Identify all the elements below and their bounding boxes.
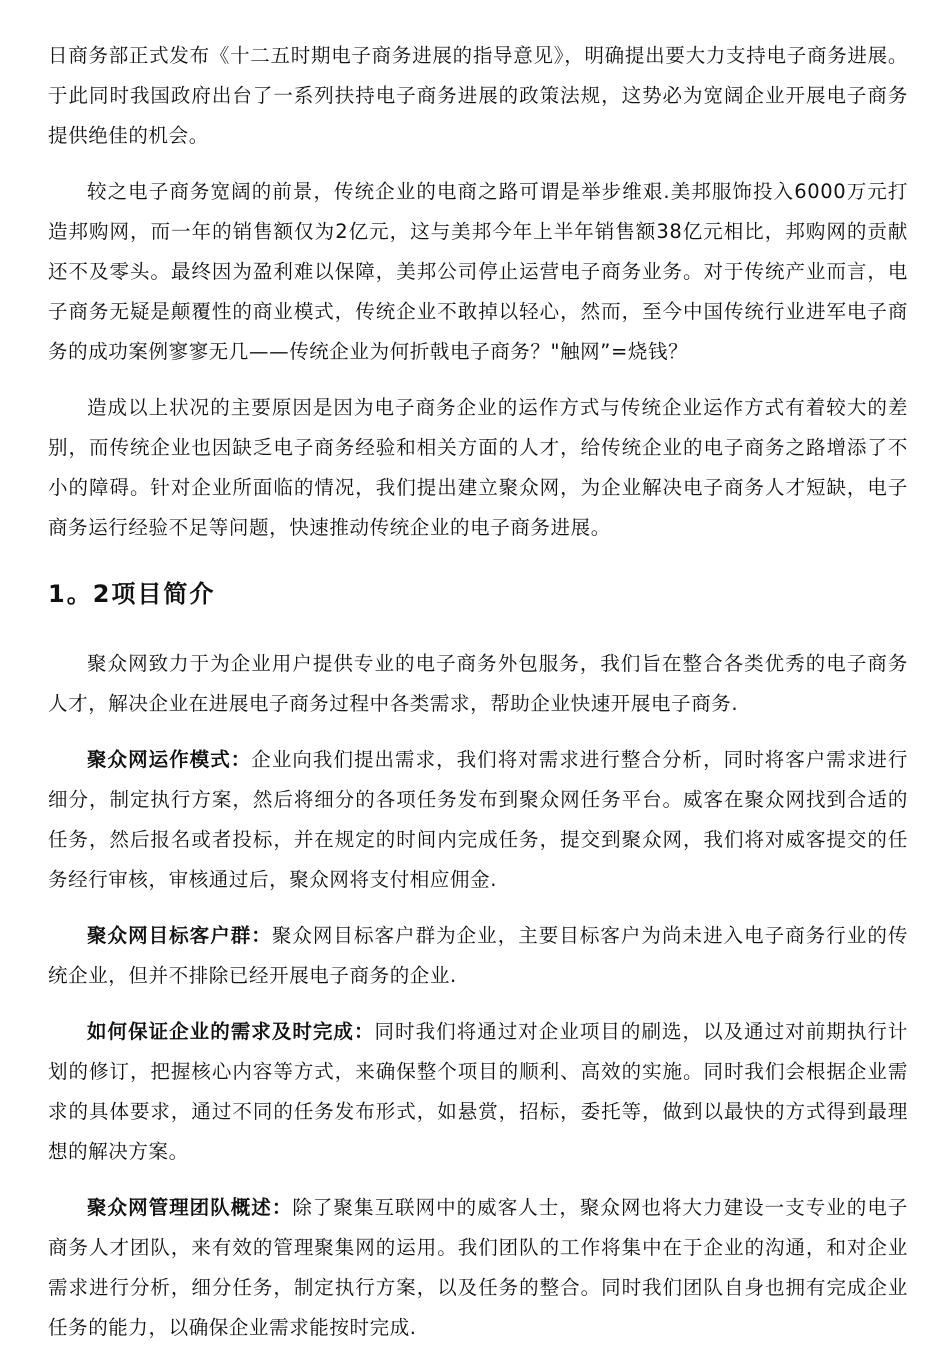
operation-mode-paragraph <box>48 740 908 900</box>
target-customers-lead: 聚众网目标客户群： <box>87 924 272 947</box>
timely-completion-text: 同时我们将通过对企业项目的刷选，以及通过对前期执行计划的修订，把握核心内容等方式，来确保整个项目的顺利、高效的实施。同时我们会根据企业需求的具体要求，通过不同的任务发布形式，如悬赏，招标，委托等，做到以最快的方式得到最理想的解决方案。 <box>48 1020 908 1163</box>
timely-completion-lead: 如何保证企业的需求及时完成： <box>87 1020 375 1043</box>
management-team-paragraph <box>48 1188 908 1348</box>
timely-completion-paragraph <box>48 1012 908 1172</box>
management-team-lead: 聚众网管理团队概述： <box>87 1196 293 1219</box>
target-customers-text: 聚众网目标客户群为企业，主要目标客户为尚未进入电子商务行业的传统企业，但并不排除已经开展电子商务的企业. <box>48 924 908 987</box>
intro-paragraph-3: 造成以上状况的主要原因是因为电子商务企业的运作方式与传统企业运作方式有着较大的差别，而传统企业也因缺乏电子商务经验和相关方面的人才，给传统企业的电子商务之路增添了不小的障碍。针对企业所面临的情况，我们提出建立聚众网，为企业解决电子商务人才短缺，电子商务运行经验不足等问题，快速推动传统企业的电子商务进展。 <box>48 396 908 539</box>
management-team-text: 除了聚集互联网中的威客人士，聚众网也将大力建设一支专业的电子商务人才团队，来有效的管理聚集网的运用。我们团队的工作将集中在于企业的沟通，和对企业需求进行分析，细分任务，制定执行方案，以及任务的整合。同时我们团队自身也拥有完成企业任务的能力，以确保企业需求能按时完成. <box>48 1196 908 1339</box>
section-heading: 1。2项目简介 <box>48 580 216 608</box>
operation-mode-lead: 聚众网运作模式： <box>87 748 252 771</box>
intro-paragraph-1: 日商务部正式发布《十二五时期电子商务进展的指导意见》，明确提出要大力支持电子商务进展。于此同时我国政府出台了一系列扶持电子商务进展的政策法规，这势必为宽阔企业开展电子商务提供绝佳的机会。 <box>48 44 908 147</box>
target-customers-paragraph <box>48 916 908 996</box>
project-summary-text: 聚众网致力于为企业用户提供专业的电子商务外包服务，我们旨在整合各类优秀的电子商务人才，解决企业在进展电子商务过程中各类需求，帮助企业快速开展电子商务. <box>48 652 908 715</box>
intro-paragraph-2: 较之电子商务宽阔的前景，传统企业的电商之路可谓是举步维艰.美邦服饰投入6000万元打造邦购网，而一年的销售额仅为2亿元，这与美邦今年上半年销售额38亿元相比，邦购网的贡献还不及零头。最终因为盈利难以保障，美邦公司停止运营电子商务业务。对于传统产业而言，电子商务无疑是颠覆性的商业模式，传统企业不敢掉以轻心，然而，至今中国传统行业进军电子商务的成功案例寥寥无几——传统企业为何折戟电子商务？"触网”=烧钱？ <box>48 180 908 363</box>
document-page <box>48 36 908 1364</box>
project-summary-paragraph <box>48 644 908 724</box>
operation-mode-text: 企业向我们提出需求，我们将对需求进行整合分析，同时将客户需求进行细分，制定执行方案，然后将细分的各项任务发布到聚众网任务平台。威客在聚众网找到合适的任务，然后报名或者投标，并在规定的时间内完成任务，提交到聚众网，我们将对威客提交的任务经行审核，审核通过后，聚众网将支付相应佣金. <box>48 748 908 891</box>
